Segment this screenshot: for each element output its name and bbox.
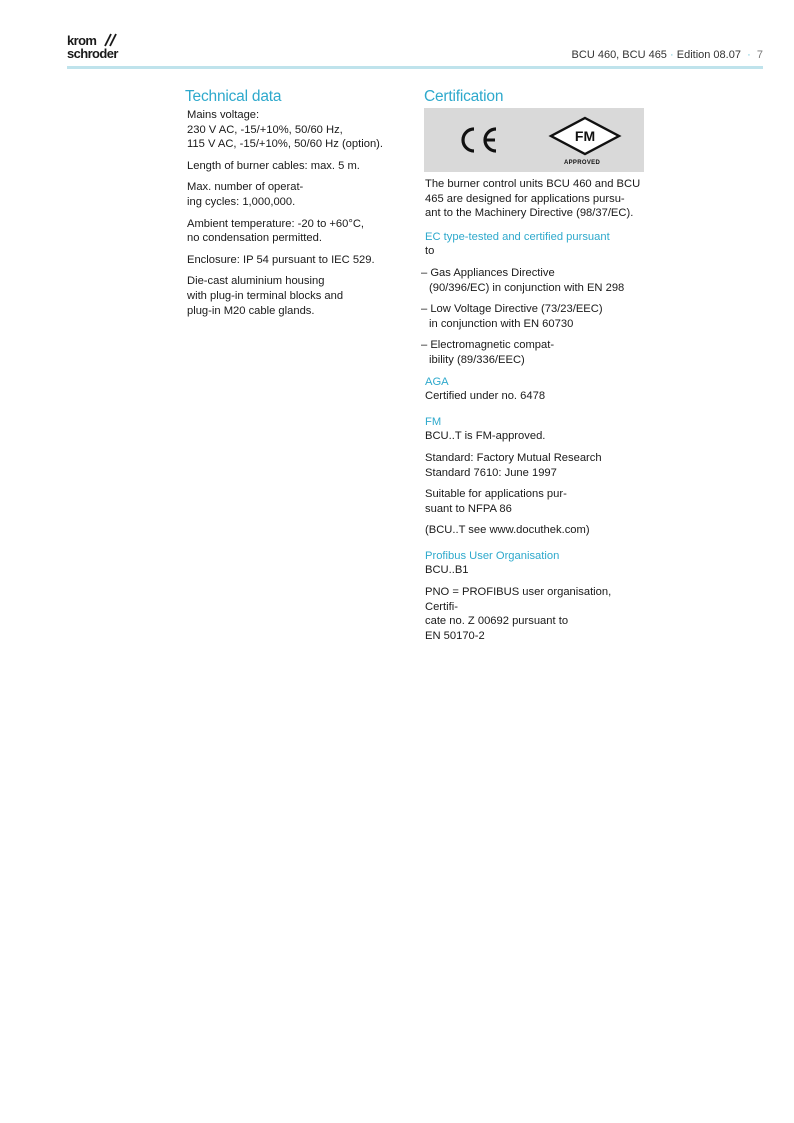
- directive-item: [421, 338, 646, 367]
- directive-item: [421, 302, 646, 331]
- text-line: BCU..B1: [425, 564, 469, 577]
- technical-data-section: [185, 88, 400, 325]
- enclosure-paragraph: [187, 253, 400, 268]
- text-line: suant to NFPA 86: [425, 502, 512, 515]
- fm-mark-text: FM: [574, 128, 596, 144]
- directive-item: [421, 266, 646, 295]
- text-line: plug-in M20 cable glands.: [187, 304, 315, 317]
- profibus-heading: Profibus User Organisation: [425, 549, 560, 562]
- text-line: EN 50170-2: [425, 629, 485, 642]
- text-line: Length of burner cables: max. 5 m.: [187, 159, 360, 172]
- mains-voltage-paragraph: [187, 108, 400, 152]
- page-number: 7: [756, 49, 763, 61]
- profibus-paragraph: [425, 563, 646, 578]
- text-line: with plug-in terminal blocks and: [187, 289, 344, 302]
- fm-approved-label: APPROVED: [564, 160, 601, 166]
- text-line: – Gas Appliances Directive: [421, 266, 555, 279]
- text-line: Standard: Factory Mutual Research: [425, 451, 602, 464]
- operating-cycles-paragraph: [187, 180, 400, 209]
- text-line: no condensation permitted.: [187, 232, 322, 245]
- header-rule: [67, 66, 763, 69]
- certification-intro: [425, 177, 646, 221]
- text-line: Suitable for applications pur-: [425, 488, 567, 501]
- ce-mark-icon: [456, 124, 502, 156]
- text-line: 465 are designed for applications pursu-: [425, 192, 625, 205]
- aga-text: Certified under no. 6478: [425, 390, 546, 403]
- logo-line-1: krom: [67, 33, 97, 48]
- text-line: Enclosure: IP 54 pursuant to IEC 529.: [187, 253, 375, 266]
- aga-heading: AGA: [425, 375, 449, 388]
- certification-marks-box: [424, 108, 644, 172]
- text-line: – Low Voltage Directive (73/23/EEC): [421, 303, 603, 316]
- logo-line-2: schroder: [67, 46, 118, 61]
- text-line: Max. number of operat-: [187, 181, 304, 194]
- text-line: BCU..T is FM-approved.: [425, 430, 546, 443]
- kromschroder-logo: [67, 34, 137, 64]
- logo-slash-icon: [101, 33, 121, 47]
- ec-to-text: to: [425, 245, 435, 258]
- edition-label: Edition 08.07: [676, 49, 741, 61]
- fm-heading: FM: [425, 415, 442, 428]
- text-line: ant to the Machinery Directive (98/37/EC).: [425, 207, 634, 220]
- text-line: ing cycles: 1,000,000.: [187, 195, 296, 208]
- housing-paragraph: [187, 274, 400, 318]
- certification-section: [421, 88, 646, 650]
- certification-heading: Certification: [424, 88, 504, 105]
- text-line: ibility (89/336/EEC): [429, 353, 525, 366]
- text-line: 115 V AC, -15/+10%, 50/60 Hz (option).: [187, 138, 383, 151]
- text-line: 230 V AC, -15/+10%, 50/60 Hz,: [187, 123, 343, 136]
- text-line: Standard 7610: June 1997: [425, 466, 557, 479]
- technical-data-heading: Technical data: [185, 88, 282, 105]
- profibus-paragraph: [425, 585, 646, 643]
- text-line: The burner control units BCU 460 and BCU: [425, 178, 641, 190]
- text-line: Mains voltage:: [187, 109, 260, 121]
- fm-paragraph: [425, 487, 646, 516]
- page-header: [572, 49, 763, 61]
- ambient-temperature-paragraph: [187, 217, 400, 246]
- text-line: Ambient temperature: -20 to +60°C,: [187, 217, 365, 230]
- burner-cable-paragraph: [187, 159, 400, 174]
- text-line: – Electromagnetic compat-: [421, 339, 555, 352]
- text-line: (90/396/EC) in conjunction with EN 298: [429, 281, 625, 294]
- text-line: PNO = PROFIBUS user organisation, Certifi-: [425, 586, 612, 613]
- header-separator: ·: [670, 49, 674, 61]
- fm-paragraph: [425, 523, 646, 538]
- fm-paragraph: [425, 429, 646, 444]
- text-line: Die-cast aluminium housing: [187, 275, 325, 288]
- text-line: (BCU..T see www.docuthek.com): [425, 524, 590, 537]
- document-title: BCU 460, BCU 465: [571, 49, 667, 61]
- page-separator: ·: [747, 49, 751, 61]
- ec-type-heading: EC type-tested and certified pursuant: [425, 230, 610, 243]
- fm-approved-icon: [548, 116, 622, 156]
- text-line: in conjunction with EN 60730: [429, 317, 574, 330]
- text-line: cate no. Z 00692 pursuant to: [425, 615, 569, 628]
- fm-paragraph: [425, 451, 646, 480]
